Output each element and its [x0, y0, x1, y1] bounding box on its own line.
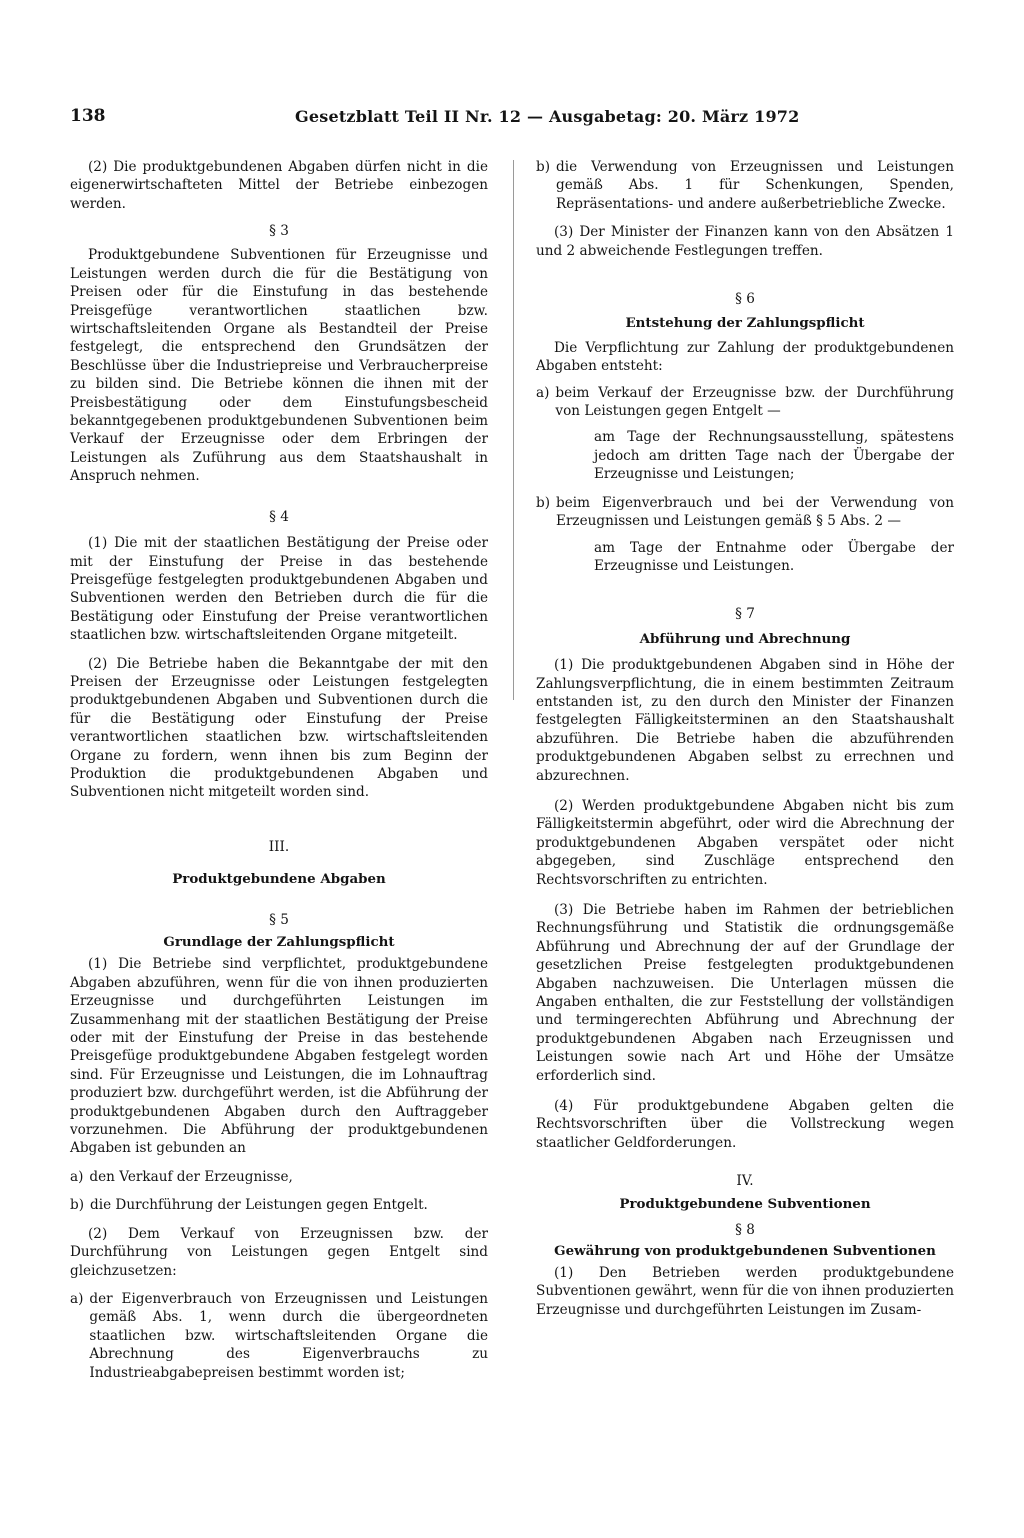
section-title: Abführung und Abrechnung — [639, 630, 851, 647]
list-item: b) die Verwendung von Erzeugnissen und Leistungen gemäß Abs. 1 für Schenkungen, Spenden, Repräsentations- und andere außerbetriebliche Zwecke. — [536, 159, 954, 212]
section-number: § 6 — [735, 291, 755, 308]
section-number: § 3 — [269, 223, 289, 239]
paragraph: (2) Dem Verkauf von Erzeugnissen bzw. der Durchführung von Leistungen gegen Entgelt sind gleichzusetzen: — [70, 1225, 488, 1279]
paragraph: (1) Die produktgebundenen Abgaben sind in Höhe der Zahlungsverpflichtung, die in einem bestimmten Zeitraum entstanden ist, zu den durch den Minister der Finanzen festgelegten Fälligkeitsterminen an den Staatshaushalt abzuführen. Die Betriebe haben die abzuführenden produktgebundenen Abgaben selbst zu errechnen und abzurechnen. — [536, 657, 954, 784]
section-number: § 5 — [269, 911, 289, 928]
part-number: IV. — [736, 1173, 754, 1190]
paragraph: (1) Die mit der staatlichen Bestätigung der Preise oder mit der Einstufung der Preise in das bestehende Preisgefüge festgelegten produktgebundenen Abgaben und Subventionen werden den Betrieben durch die für die Bestätigung oder Einstufung der Preise verantwortlichen staatlichen bzw. wirtschaftsleitenden Organe mitgeteilt. — [70, 535, 488, 644]
column-divider — [513, 160, 514, 700]
running-head: Gesetzblatt Teil II Nr. 12 — Ausgabetag: 20. März 1972 — [295, 107, 800, 126]
page-number: 138 — [70, 106, 106, 126]
left-column — [70, 158, 488, 1382]
paragraph: (3) Der Minister der Finanzen kann von den Absätzen 1 und 2 abweichende Festlegungen treffen. — [536, 224, 954, 259]
part-number: III. — [268, 838, 290, 855]
part-title: Produktgebundene Subventionen — [619, 1195, 871, 1212]
paragraph: Die Verpflichtung zur Zahlung der produktgebundenen Abgaben entsteht: — [536, 339, 954, 375]
list-item: a) den Verkauf der Erzeugnisse, — [70, 1168, 293, 1185]
paragraph: (4) Für produktgebundene Abgaben gelten die Rechtsvorschriften über die Vollstreckung wegen staatlicher Geldforderungen. — [536, 1098, 954, 1151]
section-number: § 4 — [269, 508, 289, 525]
section-title: Entstehung der Zahlungspflicht — [625, 315, 865, 332]
list-item: a) beim Verkauf der Erzeugnisse bzw. der Durchführung von Leistungen gegen Entgelt — — [536, 384, 954, 420]
section-number: § 8 — [735, 1222, 755, 1239]
list-item: b) beim Eigenverbrauch und bei der Verwendung von Erzeugnissen und Leistungen gemäß § 5 Abs. 2 — — [536, 494, 954, 530]
part-title: Produktgebundene Abgaben — [172, 871, 386, 888]
page-header — [70, 106, 960, 136]
paragraph: (3) Die Betriebe haben im Rahmen der betrieblichen Rechnungsführung und Statistik die ordnungsgemäße Abführung und Abrechnung der auf der Grundlage der gesetzlichen Preise festgelegten produktgebundenen Abgaben nachzuweisen. Die Unterlagen müssen die Angaben enthalten, die zur Feststellung der vollständigen und termingerechten Abführung und Abrechnung der produktgebundenen Abgaben nach Erzeugnissen und Leistungen sowie nach Art und Höhe der Umsätze erforderlich sind. — [536, 902, 954, 1084]
paragraph: (1) Die Betriebe sind verpflichtet, produktgebundene Abgaben abzuführen, wenn für die von ihnen produzierten Erzeugnisse und durchgeführten Leistungen im Zusammenhang mit der staatlichen Bestätigung der Preise oder mit der Einstufung der Preise in das bestehende Preisgefüge produktgebundene Abgaben festgelegt worden sind. Für Erzeugnisse und Leistungen, die im Lohnauftrag produziert bzw. durchgeführt werden, ist die Abführung der produktgebundenen Abgaben durch den Auftraggeber vorzunehmen. Die Abführung der produktgebundenen Abgaben ist gebunden an — [70, 956, 488, 1157]
section-title: Grundlage der Zahlungspflicht — [163, 934, 395, 950]
section-title: Gewährung von produktgebundenen Subventionen — [554, 1242, 936, 1259]
section-number: § 7 — [735, 606, 755, 623]
paragraph: (1) Den Betrieben werden produktgebundene Subventionen gewährt, wenn für die von ihnen produzierten Erzeugnisse und durchgeführten Leistungen im Zusam- — [536, 1264, 954, 1318]
paragraph: Produktgebundene Subventionen für Erzeugnisse und Leistungen werden durch die für die Bestätigung von Preisen oder für die Einstufung in das bestehende Preisgefüge verantwortlichen staatlichen bzw. wirtschaftsleitenden Organe als Bestandteil der Preise festgelegt, die entsprechend den Grundsätzen der Beschlüsse über die Industriepreise und Verbraucherpreise zu bilden sind. Die Betriebe können die ihnen mit der Preisbestätigung oder dem Einstufungsbescheid bekanntgegebenen produktgebundenen Subventionen beim Verkauf der Erzeugnisse oder dem Erbringen der Leistungen als Zuführung aus dem Staatshaushalt in Anspruch nehmen. — [70, 247, 488, 485]
list-item: a) der Eigenverbrauch von Erzeugnissen und Leistungen gemäß Abs. 1, wenn durch die übergeordneten staatlichen bzw. wirtschaftsleitenden Organe die Abrechnung des Eigenverbrauchs zu Industrieabgabepreisen bestimmt worden ist; — [70, 1290, 488, 1381]
sub-paragraph: am Tage der Rechnungsausstellung, spätestens jedoch am dritten Tage nach der Übergabe der Erzeugnisse und Leistungen; — [594, 429, 954, 483]
paragraph: (2) Werden produktgebundene Abgaben nicht bis zum Fälligkeitstermin abgeführt, oder wird die Abrechnung der produktgebundenen Abgaben verspätet oder nicht abgegeben, sind Zuschläge entsprechend den Rechtsvorschriften zu entrichten. — [536, 797, 954, 888]
paragraph: (2) Die Betriebe haben die Bekanntgabe der mit den Preisen der Erzeugnisse oder Leistungen festgelegten produktgebundenen Abgaben und Subventionen durch die für die Bestätigung oder Einstufung der Preise verantwortlichen staatlichen bzw. wirtschaftsleitenden Organe zu fordern, wenn ihnen bis zum Beginn der Produktion die produktgebundenen Abgaben und Subventionen nicht mitgeteilt worden sind. — [70, 655, 488, 801]
list-item: b) die Durchführung der Leistungen gegen Entgelt. — [70, 1197, 428, 1214]
sub-paragraph: am Tage der Entnahme oder Übergabe der Erzeugnisse und Leistungen. — [594, 539, 954, 574]
right-column — [536, 158, 954, 1319]
paragraph: (2) Die produktgebundenen Abgaben dürfen nicht in die eigenerwirtschafteten Mittel der Betriebe einbezogen werden. — [70, 159, 488, 212]
